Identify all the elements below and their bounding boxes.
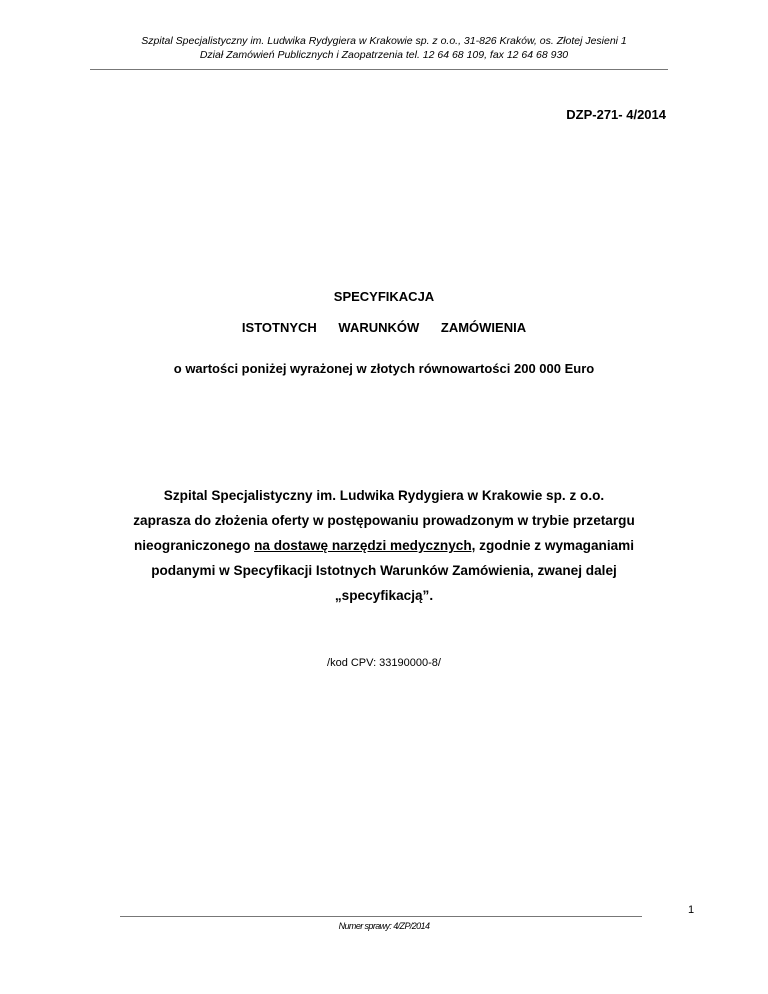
case-number: Numer sprawy: 4/ZP/2014 [338,921,430,931]
letterhead [0,34,768,62]
page-number: 1 [688,904,695,916]
invitation-line: „specyfikacją”. [334,588,434,603]
value-threshold: o wartości poniżej wyrażonej w złotych równowartości 200 000 Euro [173,361,595,376]
letterhead-department: Dział Zamówień Publicznych i Zaopatrzenia tel. 12 64 68 109, fax 12 64 68 930 [199,49,569,61]
letterhead-address: Szpital Specjalistyczny im. Ludwika Rydygiera w Krakowie sp. z o.o., 31-826 Kraków, os. Złotej Jesieni 1 [141,35,627,47]
cpv-code: /kod CPV: 33190000-8/ [327,657,441,669]
invitation-line [0,533,768,558]
invitation-line: podanymi w Specyfikacji Istotnych Warunków Zamówienia, zwanej dalej [151,563,617,578]
invitation-line: zaprasza do złożenia oferty w postępowaniu prowadzonym w trybie przetargu [133,513,635,528]
invitation-line: Szpital Specjalistyczny im. Ludwika Rydygiera w Krakowie sp. z o.o. [163,488,605,503]
document-subtitle: ISTOTNYCH WARUNKÓW ZAMÓWIENIA [241,320,527,335]
footer-divider [120,916,642,917]
invitation-paragraph [0,483,768,608]
text-fragment: zgodnie z wymaganiami [475,538,635,553]
text-fragment: nieograniczonego [133,538,255,553]
reference-number: DZP-271- 4/2014 [566,107,666,122]
document-title: SPECYFIKACJA [333,289,435,304]
header-divider [90,69,668,70]
subject-of-order: na dostawę narzędzi medycznych, [254,538,476,553]
